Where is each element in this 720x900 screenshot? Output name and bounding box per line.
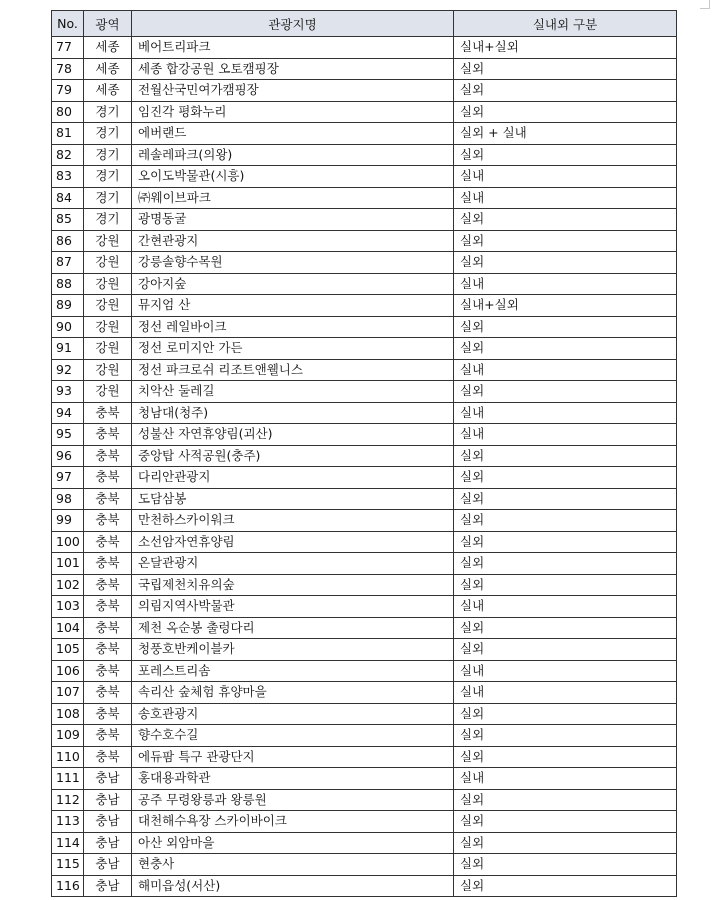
region-cell: 강원 bbox=[84, 252, 132, 274]
table-row bbox=[52, 252, 677, 274]
table-row bbox=[52, 811, 677, 833]
region-cell: 세종 bbox=[84, 58, 132, 80]
site-name-cell: 레솔레파크(의왕) bbox=[132, 144, 454, 166]
indoor-outdoor-cell: 실외 bbox=[454, 80, 677, 102]
row-number: 77 bbox=[52, 37, 84, 59]
region-cell: 충북 bbox=[84, 639, 132, 661]
table-row bbox=[52, 488, 677, 510]
row-number: 104 bbox=[52, 617, 84, 639]
row-number: 98 bbox=[52, 488, 84, 510]
indoor-outdoor-cell: 실외 bbox=[454, 467, 677, 489]
indoor-outdoor-cell: 실외 bbox=[454, 58, 677, 80]
table-row bbox=[52, 295, 677, 317]
table-row bbox=[52, 273, 677, 295]
row-number: 100 bbox=[52, 531, 84, 553]
indoor-outdoor-cell: 실외 bbox=[454, 230, 677, 252]
indoor-outdoor-cell: 실내 bbox=[454, 596, 677, 618]
row-number: 90 bbox=[52, 316, 84, 338]
indoor-outdoor-cell: 실내 bbox=[454, 660, 677, 682]
table-row bbox=[52, 510, 677, 532]
indoor-outdoor-cell: 실외 bbox=[454, 316, 677, 338]
indoor-outdoor-cell: 실외 bbox=[454, 252, 677, 274]
region-cell: 충북 bbox=[84, 445, 132, 467]
site-name-cell: 청풍호반케이블카 bbox=[132, 639, 454, 661]
row-number: 91 bbox=[52, 338, 84, 360]
indoor-outdoor-cell: 실외 bbox=[454, 617, 677, 639]
site-name-cell: 송호관광지 bbox=[132, 703, 454, 725]
indoor-outdoor-cell: 실내 bbox=[454, 682, 677, 704]
region-cell: 충남 bbox=[84, 811, 132, 833]
table-row bbox=[52, 338, 677, 360]
table-row bbox=[52, 553, 677, 575]
region-cell: 경기 bbox=[84, 187, 132, 209]
row-number: 105 bbox=[52, 639, 84, 661]
row-number: 112 bbox=[52, 789, 84, 811]
row-number: 88 bbox=[52, 273, 84, 295]
site-name-cell: 홍대용과학관 bbox=[132, 768, 454, 790]
region-cell: 충남 bbox=[84, 854, 132, 876]
site-name-cell: 온달관광지 bbox=[132, 553, 454, 575]
site-name-cell: 속리산 숲체험 휴양마을 bbox=[132, 682, 454, 704]
indoor-outdoor-cell: 실내 bbox=[454, 273, 677, 295]
table-row bbox=[52, 230, 677, 252]
indoor-outdoor-cell: 실외 bbox=[454, 381, 677, 403]
table-row bbox=[52, 639, 677, 661]
site-name-cell: 청남대(청주) bbox=[132, 402, 454, 424]
site-name-cell: 정선 레일바이크 bbox=[132, 316, 454, 338]
region-cell: 강원 bbox=[84, 295, 132, 317]
indoor-outdoor-cell: 실외 bbox=[454, 811, 677, 833]
row-number: 106 bbox=[52, 660, 84, 682]
row-number: 107 bbox=[52, 682, 84, 704]
table-row bbox=[52, 101, 677, 123]
site-name-cell: 도담삼봉 bbox=[132, 488, 454, 510]
row-number: 96 bbox=[52, 445, 84, 467]
region-cell: 충북 bbox=[84, 574, 132, 596]
region-cell: 경기 bbox=[84, 166, 132, 188]
site-name-cell: 포레스트리솜 bbox=[132, 660, 454, 682]
row-number: 110 bbox=[52, 746, 84, 768]
row-number: 79 bbox=[52, 80, 84, 102]
table-row bbox=[52, 187, 677, 209]
site-name-cell: 에버랜드 bbox=[132, 123, 454, 145]
header-no: No. bbox=[52, 11, 84, 37]
indoor-outdoor-cell: 실내+실외 bbox=[454, 37, 677, 59]
region-cell: 충북 bbox=[84, 725, 132, 747]
row-number: 86 bbox=[52, 230, 84, 252]
row-number: 115 bbox=[52, 854, 84, 876]
table-row bbox=[52, 445, 677, 467]
indoor-outdoor-cell: 실내 bbox=[454, 402, 677, 424]
region-cell: 충북 bbox=[84, 746, 132, 768]
row-number: 87 bbox=[52, 252, 84, 274]
site-name-cell: 현충사 bbox=[132, 854, 454, 876]
region-cell: 강원 bbox=[84, 230, 132, 252]
region-cell: 충북 bbox=[84, 660, 132, 682]
region-cell: 충북 bbox=[84, 703, 132, 725]
indoor-outdoor-cell: 실외 bbox=[454, 531, 677, 553]
region-cell: 세종 bbox=[84, 80, 132, 102]
row-number: 108 bbox=[52, 703, 84, 725]
region-cell: 세종 bbox=[84, 37, 132, 59]
indoor-outdoor-cell: 실외 bbox=[454, 789, 677, 811]
row-number: 95 bbox=[52, 424, 84, 446]
table-row bbox=[52, 80, 677, 102]
site-name-cell: 제천 옥순봉 출렁다리 bbox=[132, 617, 454, 639]
region-cell: 충북 bbox=[84, 617, 132, 639]
indoor-outdoor-cell: 실외 bbox=[454, 144, 677, 166]
row-number: 81 bbox=[52, 123, 84, 145]
table-header-row bbox=[52, 11, 677, 37]
indoor-outdoor-cell: 실외 bbox=[454, 445, 677, 467]
indoor-outdoor-cell: 실외 bbox=[454, 574, 677, 596]
table-row bbox=[52, 58, 677, 80]
indoor-outdoor-cell: 실외 bbox=[454, 488, 677, 510]
table-row bbox=[52, 574, 677, 596]
site-name-cell: 치악산 둘레길 bbox=[132, 381, 454, 403]
site-name-cell: 정선 파크로쉬 리조트앤웰니스 bbox=[132, 359, 454, 381]
table-row bbox=[52, 832, 677, 854]
site-name-cell: 전월산국민여가캠핑장 bbox=[132, 80, 454, 102]
table-row bbox=[52, 875, 677, 897]
table-row bbox=[52, 144, 677, 166]
indoor-outdoor-cell: 실외 bbox=[454, 854, 677, 876]
region-cell: 충북 bbox=[84, 531, 132, 553]
indoor-outdoor-cell: 실외 bbox=[454, 209, 677, 231]
region-cell: 강원 bbox=[84, 338, 132, 360]
table-row bbox=[52, 660, 677, 682]
region-cell: 경기 bbox=[84, 123, 132, 145]
site-name-cell: 대천해수욕장 스카이바이크 bbox=[132, 811, 454, 833]
indoor-outdoor-cell: 실내 bbox=[454, 768, 677, 790]
region-cell: 충남 bbox=[84, 768, 132, 790]
indoor-outdoor-cell: 실내+실외 bbox=[454, 295, 677, 317]
table-row bbox=[52, 789, 677, 811]
row-number: 93 bbox=[52, 381, 84, 403]
site-name-cell: ㈜웨이브파크 bbox=[132, 187, 454, 209]
site-name-cell: 간현관광지 bbox=[132, 230, 454, 252]
indoor-outdoor-cell: 실외 bbox=[454, 703, 677, 725]
indoor-outdoor-cell: 실외 bbox=[454, 553, 677, 575]
table-body bbox=[52, 37, 677, 897]
region-cell: 경기 bbox=[84, 209, 132, 231]
indoor-outdoor-cell: 실외 bbox=[454, 101, 677, 123]
site-name-cell: 에듀팜 특구 관광단지 bbox=[132, 746, 454, 768]
row-number: 82 bbox=[52, 144, 84, 166]
site-name-cell: 강릉솔향수목원 bbox=[132, 252, 454, 274]
indoor-outdoor-cell: 실외 bbox=[454, 725, 677, 747]
region-cell: 강원 bbox=[84, 316, 132, 338]
table-row bbox=[52, 467, 677, 489]
row-number: 97 bbox=[52, 467, 84, 489]
site-name-cell: 강아지숲 bbox=[132, 273, 454, 295]
site-name-cell: 의림지역사박물관 bbox=[132, 596, 454, 618]
indoor-outdoor-cell: 실내 bbox=[454, 166, 677, 188]
table-row bbox=[52, 166, 677, 188]
site-name-cell: 중앙탑 사적공원(충주) bbox=[132, 445, 454, 467]
site-name-cell: 다리안관광지 bbox=[132, 467, 454, 489]
table-row bbox=[52, 381, 677, 403]
site-name-cell: 만천하스카이워크 bbox=[132, 510, 454, 532]
site-name-cell: 성불산 자연휴양림(괴산) bbox=[132, 424, 454, 446]
row-number: 116 bbox=[52, 875, 84, 897]
indoor-outdoor-cell: 실외 bbox=[454, 746, 677, 768]
indoor-outdoor-cell: 실외 bbox=[454, 510, 677, 532]
row-number: 83 bbox=[52, 166, 84, 188]
table-row bbox=[52, 725, 677, 747]
table-row bbox=[52, 703, 677, 725]
table-row bbox=[52, 617, 677, 639]
tourist-site-table bbox=[51, 10, 677, 897]
row-number: 78 bbox=[52, 58, 84, 80]
indoor-outdoor-cell: 실내 bbox=[454, 359, 677, 381]
indoor-outdoor-cell: 실외 bbox=[454, 639, 677, 661]
region-cell: 충남 bbox=[84, 789, 132, 811]
table-row bbox=[52, 37, 677, 59]
row-number: 102 bbox=[52, 574, 84, 596]
row-number: 80 bbox=[52, 101, 84, 123]
region-cell: 충남 bbox=[84, 832, 132, 854]
header-region: 광역 bbox=[84, 11, 132, 37]
region-cell: 충북 bbox=[84, 402, 132, 424]
region-cell: 충북 bbox=[84, 510, 132, 532]
site-name-cell: 세종 합강공원 오토캠핑장 bbox=[132, 58, 454, 80]
site-name-cell: 오이도박물관(시흥) bbox=[132, 166, 454, 188]
table-row bbox=[52, 316, 677, 338]
indoor-outdoor-cell: 실내 bbox=[454, 424, 677, 446]
region-cell: 경기 bbox=[84, 144, 132, 166]
row-number: 85 bbox=[52, 209, 84, 231]
table-row bbox=[52, 209, 677, 231]
indoor-outdoor-cell: 실외 + 실내 bbox=[454, 123, 677, 145]
header-site-name: 관광지명 bbox=[132, 11, 454, 37]
header-indoor-outdoor: 실내외 구분 bbox=[454, 11, 677, 37]
row-number: 111 bbox=[52, 768, 84, 790]
indoor-outdoor-cell: 실외 bbox=[454, 875, 677, 897]
site-name-cell: 정선 로미지안 가든 bbox=[132, 338, 454, 360]
indoor-outdoor-cell: 실외 bbox=[454, 338, 677, 360]
table-row bbox=[52, 123, 677, 145]
region-cell: 충남 bbox=[84, 875, 132, 897]
table-row bbox=[52, 359, 677, 381]
row-number: 114 bbox=[52, 832, 84, 854]
region-cell: 강원 bbox=[84, 381, 132, 403]
site-name-cell: 베어트리파크 bbox=[132, 37, 454, 59]
site-name-cell: 아산 외암마을 bbox=[132, 832, 454, 854]
site-name-cell: 국립제천치유의숲 bbox=[132, 574, 454, 596]
region-cell: 경기 bbox=[84, 101, 132, 123]
row-number: 89 bbox=[52, 295, 84, 317]
table-row bbox=[52, 402, 677, 424]
table-row bbox=[52, 746, 677, 768]
region-cell: 강원 bbox=[84, 359, 132, 381]
table-row bbox=[52, 768, 677, 790]
row-number: 92 bbox=[52, 359, 84, 381]
indoor-outdoor-cell: 실내 bbox=[454, 187, 677, 209]
page-edge-mark-horizontal bbox=[700, 8, 710, 9]
site-name-cell: 소선암자연휴양림 bbox=[132, 531, 454, 553]
region-cell: 충북 bbox=[84, 596, 132, 618]
row-number: 101 bbox=[52, 553, 84, 575]
region-cell: 강원 bbox=[84, 273, 132, 295]
site-name-cell: 광명동굴 bbox=[132, 209, 454, 231]
region-cell: 충북 bbox=[84, 424, 132, 446]
site-name-cell: 공주 무령왕릉과 왕릉원 bbox=[132, 789, 454, 811]
row-number: 84 bbox=[52, 187, 84, 209]
region-cell: 충북 bbox=[84, 488, 132, 510]
site-name-cell: 향수호수길 bbox=[132, 725, 454, 747]
table-row bbox=[52, 531, 677, 553]
indoor-outdoor-cell: 실외 bbox=[454, 832, 677, 854]
row-number: 99 bbox=[52, 510, 84, 532]
row-number: 94 bbox=[52, 402, 84, 424]
row-number: 109 bbox=[52, 725, 84, 747]
row-number: 103 bbox=[52, 596, 84, 618]
table-row bbox=[52, 596, 677, 618]
table-row bbox=[52, 424, 677, 446]
region-cell: 충북 bbox=[84, 553, 132, 575]
site-name-cell: 뮤지엄 산 bbox=[132, 295, 454, 317]
row-number: 113 bbox=[52, 811, 84, 833]
region-cell: 충북 bbox=[84, 682, 132, 704]
site-name-cell: 임진각 평화누리 bbox=[132, 101, 454, 123]
table-row bbox=[52, 854, 677, 876]
region-cell: 충북 bbox=[84, 467, 132, 489]
table-row bbox=[52, 682, 677, 704]
site-name-cell: 해미읍성(서산) bbox=[132, 875, 454, 897]
page-edge-mark bbox=[709, 0, 710, 8]
